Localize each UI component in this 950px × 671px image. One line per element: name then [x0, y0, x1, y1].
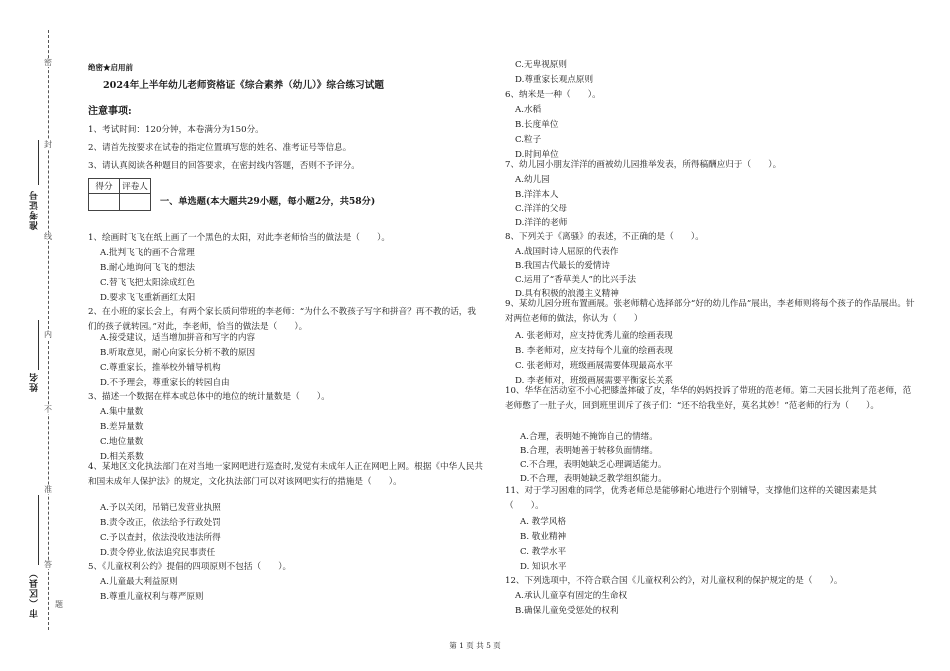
question-stem: 1、绘画时飞飞在纸上画了一个黑色的太阳，对此李老师恰当的做法是（ ）。 — [88, 233, 390, 243]
cut-char: 不 — [44, 405, 52, 414]
question-stem: 3、描述一个数据在样本或总体中的地位的统计量数是（ ）。 — [88, 392, 330, 402]
district-field[interactable] — [38, 495, 39, 565]
question-option: B.合理，表明她善于转移负面情绪。 — [520, 446, 658, 456]
question-option: B.长度单位 — [515, 120, 559, 130]
notice-item: 2、请首先按要求在试卷的指定位置填写您的姓名、准考证号等信息。 — [88, 143, 352, 153]
question-option: D.具有积极的浪漫主义精神 — [515, 289, 619, 299]
question-option: A.幼儿园 — [515, 175, 550, 185]
question-option: D. 知识水平 — [520, 562, 567, 572]
question-option: C.地位量数 — [100, 437, 144, 447]
question-option: B.差异量数 — [100, 422, 144, 432]
ticket-number-label: 准考证号 — [30, 190, 40, 230]
notice-item: 1、考试时间：120分钟，本卷满分为150分。 — [88, 125, 264, 135]
question-option: B.耐心地询问飞飞的想法 — [100, 263, 195, 273]
question-option: D. 李老师对，班级画展需要平衡家长关系 — [515, 376, 674, 386]
cut-char: 封 — [44, 140, 52, 149]
question-option: A.集中量数 — [100, 407, 144, 417]
section-heading: 一、单选题(本大题共29小题，每小题2分，共58分) — [160, 196, 376, 207]
grader-cell[interactable] — [120, 194, 151, 211]
question-stem: 10、华华在活动室不小心把膝盖摔破了皮，华华的妈妈投诉了带班的范老师。第二天园长批判了范老师，范老师憋了一肚子火，回到班里训斥了孩子们：“还不给我坐好，莫名其妙！”范老师的行为（ ）。 — [505, 386, 912, 411]
cut-char: 内 — [44, 330, 52, 339]
question-option: B.责令改正，依法给予行政处罚 — [100, 518, 221, 528]
secret-mark: 绝密★启用前 — [88, 63, 133, 72]
question-stem: 12、下列选项中，不符合联合国《儿童权利公约》，对儿童权利的保护规定的是（ ）。 — [505, 576, 843, 586]
question-option: B.我国古代最长的爱情诗 — [515, 261, 610, 271]
cut-char: 准 — [44, 485, 52, 494]
score-header: 得分 — [89, 179, 120, 194]
binding-margin — [0, 0, 62, 671]
question-option: A.承认儿童享有固定的生命权 — [515, 591, 628, 601]
question-option: D.尊重家长观点原则 — [515, 75, 594, 85]
question-stem: 11、对于学习困难的同学，优秀老师总是能够耐心地进行个别辅导，支撑他们这样的关键因素是其（ ）。 — [505, 486, 877, 511]
question-stem: 4、某地区文化执法部门在对当地一家网吧进行巡查时,发觉有未成年人正在网吧上网。根据《中华人民共和国未成年人保护法》的规定，文化执法部门可以对该网吧实行的措施是（ ）。 — [88, 462, 483, 487]
question-option: C.尊重家长，推举校外辅导机构 — [100, 363, 221, 373]
question-option: C.无卑视原则 — [515, 60, 567, 70]
exam-title: 2024年上半年幼儿老师资格证《综合素养（幼儿）》综合练习试题 — [103, 80, 384, 91]
notice-item: 3、请认真阅读各种题目的回答要求，在密封线内答题，否则不予评分。 — [88, 161, 360, 171]
question-option: A.水稻 — [515, 105, 542, 115]
question-option: C.不合理，表明她缺乏心理调适能力。 — [520, 460, 667, 470]
question-option: D.相关系数 — [100, 452, 144, 462]
name-field[interactable] — [38, 320, 39, 370]
question-option: C.洋洋的父母 — [515, 204, 567, 214]
page-number: 第 1 页 共 5 页 — [449, 641, 501, 650]
cut-char: 答 — [44, 560, 52, 569]
cut-char: 题 — [55, 600, 63, 609]
question-stem: 8、下列关于《离骚》的表述，不正确的是（ ）。 — [505, 232, 704, 242]
question-option: A.接受建议，适当增加拼音和写字的内容 — [100, 333, 256, 343]
question-option: D.要求飞飞重新画红太阳 — [100, 293, 196, 303]
question-stem: 9、某幼儿园分班布置画展。张老师精心选择部分“好的幼儿作品”展出，李老师则将每个孩子的作品展出。针对两位老师的做法，你认为（ ） — [505, 299, 915, 324]
grader-header: 评卷人 — [120, 179, 151, 194]
question-option: D.不合理，表明她缺乏教学组织能力。 — [520, 474, 667, 484]
question-option: A. 教学风格 — [520, 517, 567, 527]
question-stem: 7、幼儿园小朋友洋洋的画被幼儿园推举发表，所得稿酬应归于（ ）。 — [505, 160, 782, 170]
question-option: B. 敬业精神 — [520, 532, 567, 542]
question-option: A.儿童最大利益原则 — [100, 577, 178, 587]
question-option: C.替飞飞把太阳涂成红色 — [100, 278, 195, 288]
question-option: D.洋洋的老师 — [515, 218, 568, 228]
question-stem: 2、在小班的家长会上，有两个家长质问带班的李老师：“为什么不教孩子写字和拼音？再不教的话，我们的孩子就转园。”对此，李老师，恰当的做法是（ ）。 — [88, 307, 476, 332]
question-option: D.不予理会，尊重家长的转园自由 — [100, 378, 230, 388]
notice-heading: 注意事项: — [88, 106, 132, 117]
question-option: C. 教学水平 — [520, 547, 567, 557]
question-stem: 5、《儿童权利公约》提倡的四项原则不包括（ ）。 — [88, 562, 292, 572]
question-option: B.洋洋本人 — [515, 190, 559, 200]
name-label: 姓名 — [30, 372, 40, 392]
question-option: B.听取意见，耐心向家长分析不教的原因 — [100, 348, 256, 358]
ticket-number-field[interactable] — [38, 140, 39, 185]
question-option: C.运用了“香草美人”的比兴手法 — [515, 275, 636, 285]
question-option: C. 张老师对，班级画展需要体现最高水平 — [515, 361, 673, 371]
question-option: A.合理，表明她不掩饰自己的情绪。 — [520, 432, 658, 442]
question-option: A.予以关闭，吊销已发营业执照 — [100, 503, 221, 513]
question-option: A. 张老师对，应支持优秀儿童的绘画表现 — [515, 331, 673, 341]
cut-char: 线 — [44, 232, 52, 241]
question-option: B.尊重儿童权利与尊严原则 — [100, 592, 204, 602]
score-cell[interactable] — [89, 194, 120, 211]
question-option: B. 李老师对，应支持每个儿童的绘画表现 — [515, 346, 673, 356]
question-option: A.批判飞飞的画不合常理 — [100, 248, 195, 258]
question-option: C.粒子 — [515, 135, 542, 145]
question-option: D.责令停业,依法追究民事责任 — [100, 548, 216, 558]
score-table — [88, 178, 151, 211]
question-stem: 6、纳米是一种（ ）。 — [505, 90, 601, 100]
cut-char: 密 — [44, 58, 52, 67]
question-option: A.战国时诗人屈原的代表作 — [515, 247, 619, 257]
question-option: D.时间单位 — [515, 150, 559, 160]
district-label: 市（区县） — [30, 568, 40, 618]
question-option: B.确保儿童免受惩处的权利 — [515, 606, 619, 616]
question-option: C.予以查封，依法没收违法所得 — [100, 533, 221, 543]
